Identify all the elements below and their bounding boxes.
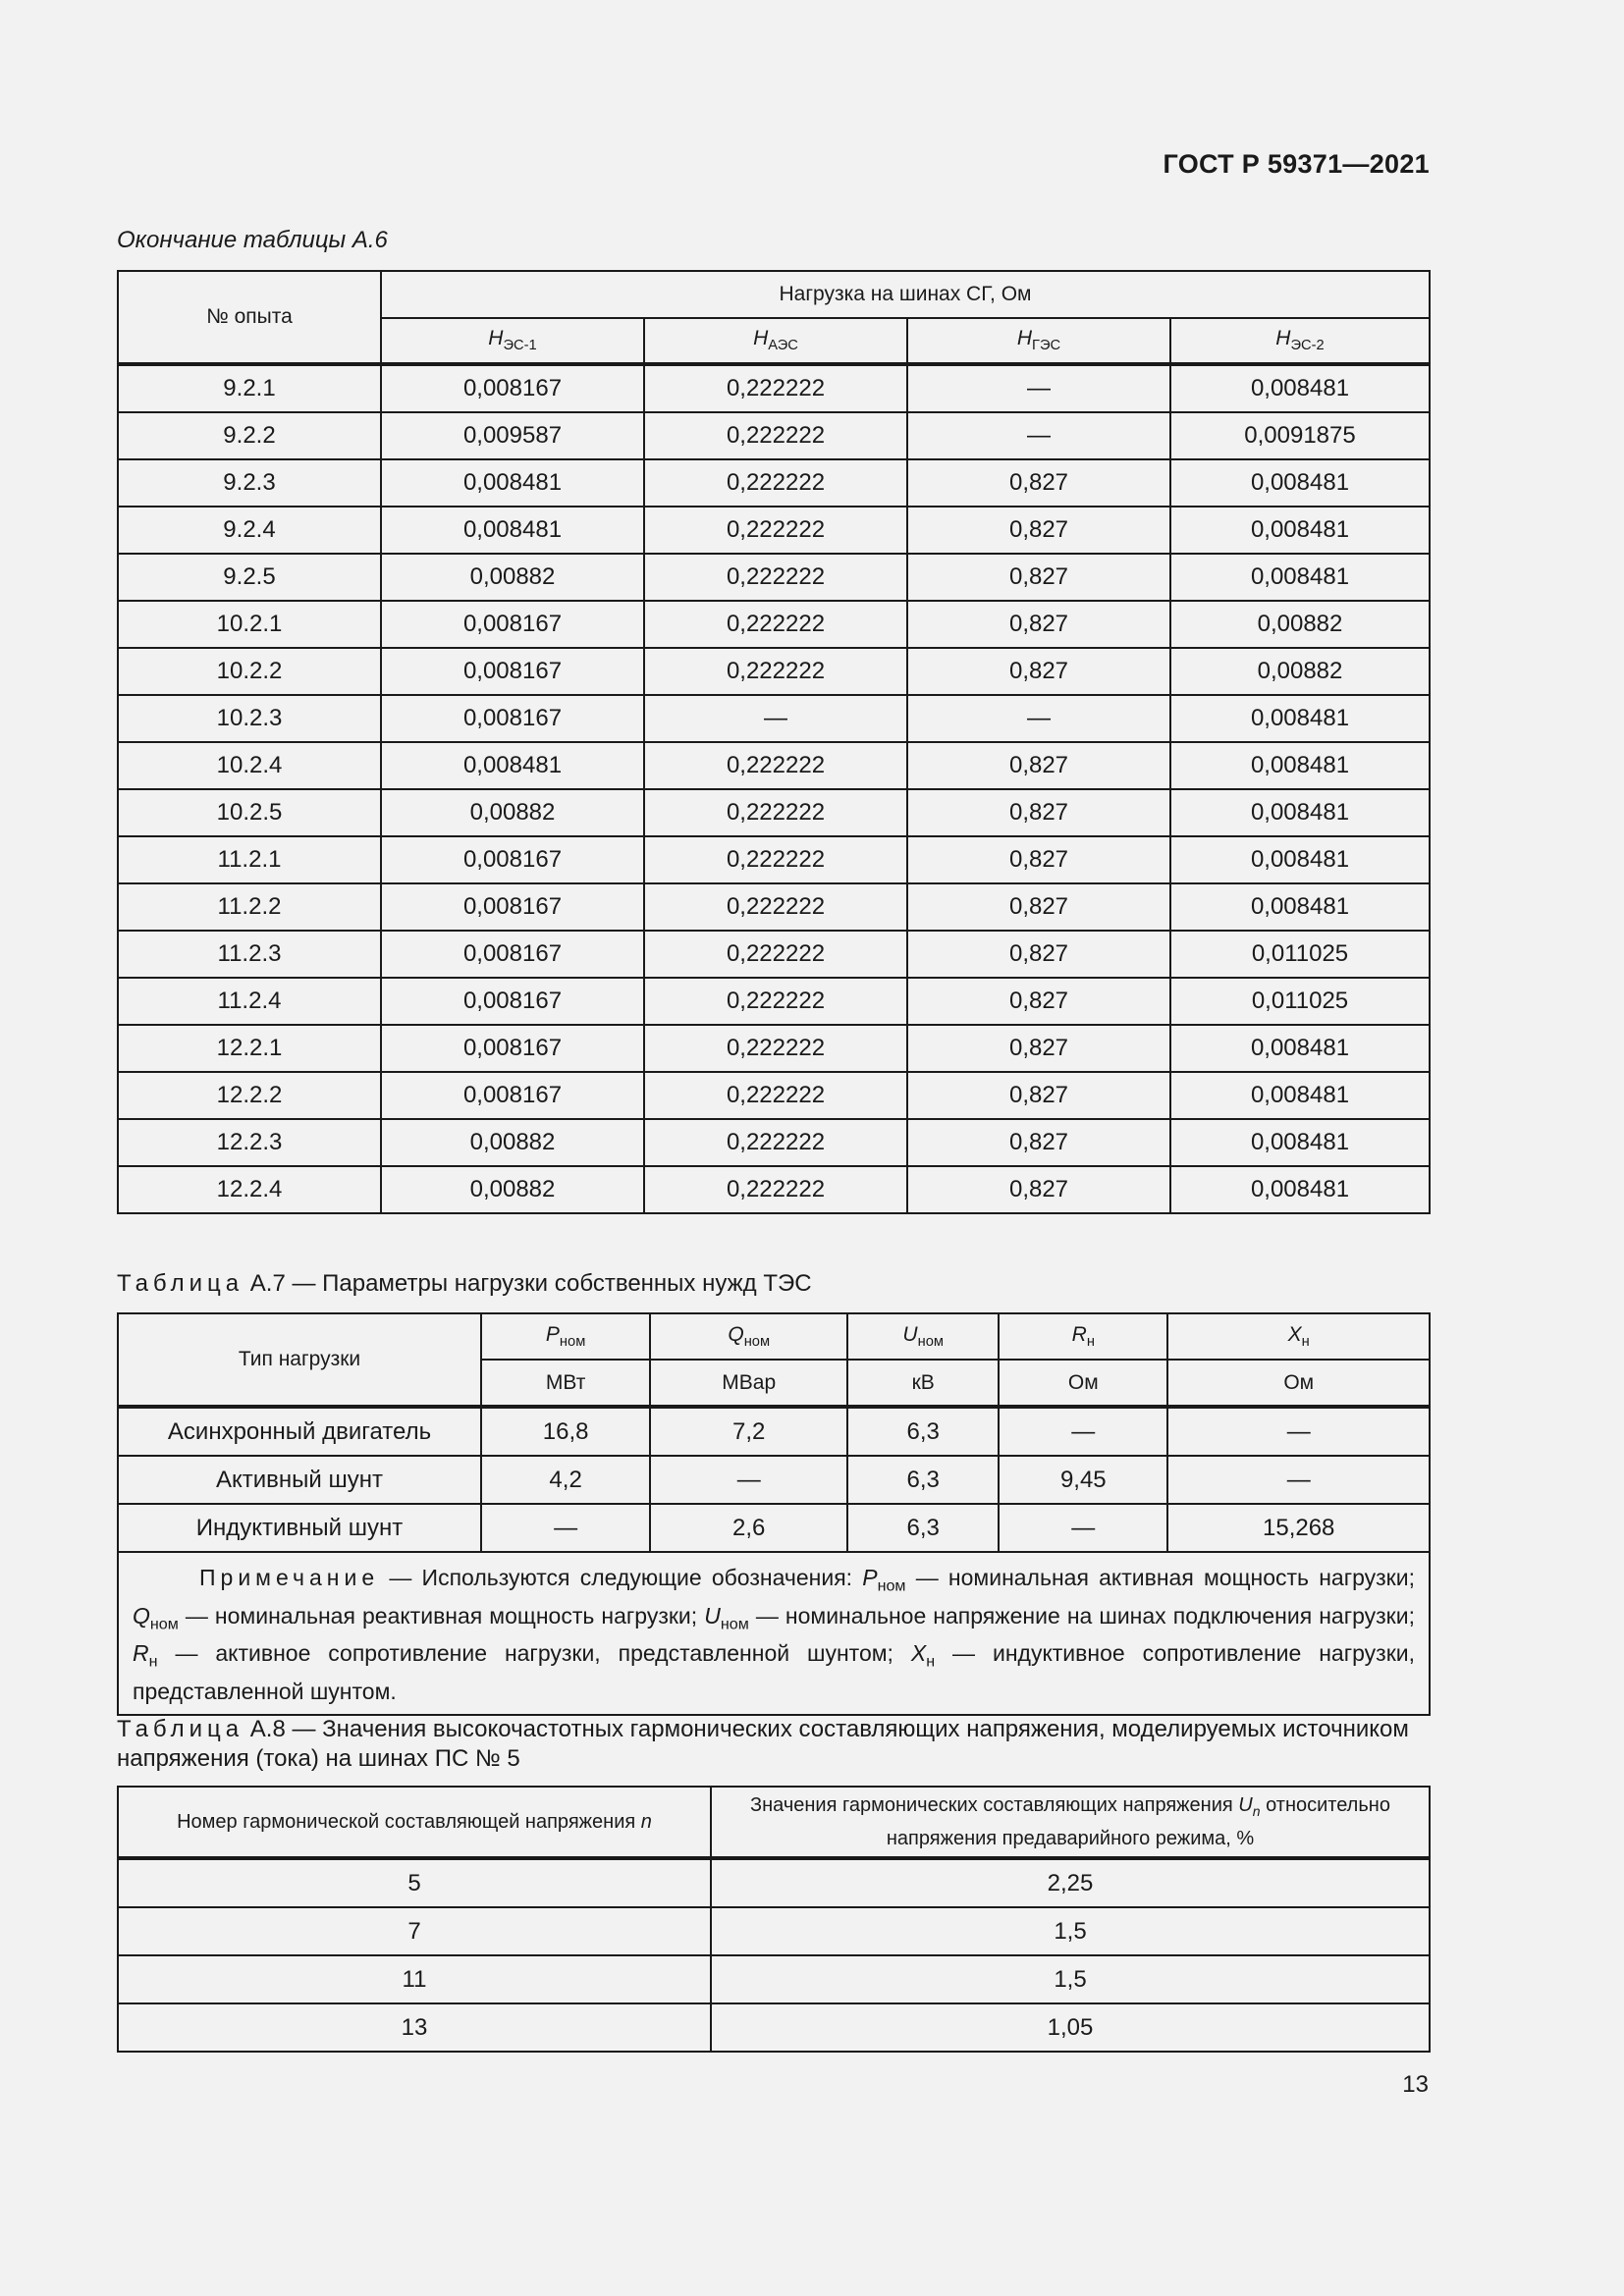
table-cell: 5	[118, 1858, 711, 1907]
table-cell: 0,827	[907, 601, 1170, 648]
table-cell: 11.2.2	[118, 883, 381, 931]
table-cell: 2,6	[650, 1504, 847, 1552]
table-cell: 9,45	[999, 1456, 1167, 1504]
table-cell: 0,008167	[381, 601, 644, 648]
table-cell: 0,008167	[381, 978, 644, 1025]
table-row	[118, 1456, 1430, 1504]
table-cell: 0,827	[907, 507, 1170, 554]
table-cell: —	[999, 1504, 1167, 1552]
table-cell: 0,008481	[1170, 1072, 1430, 1119]
table-cell: 0,827	[907, 554, 1170, 601]
table-cell: 0,008167	[381, 1025, 644, 1072]
table-a6-caption: Окончание таблицы А.6	[117, 227, 388, 253]
table-cell: —	[1167, 1407, 1430, 1456]
table-cell: 0,222222	[644, 601, 907, 648]
table-row	[118, 1072, 1430, 1119]
table-cell: 0,008481	[1170, 1025, 1430, 1072]
table-cell: 0,008481	[381, 507, 644, 554]
header-harmonic-number: Номер гармонической составляющей напряжения n	[118, 1787, 711, 1858]
table-cell: 0,008167	[381, 695, 644, 742]
table-a7-note: Примечание — Используются следующие обозначения: $P_{ном}$ — номинальная активная мощность нагрузки; $Q_{ном}$ — номинальная реактивная мощность нагрузки; $U_{ном}$ — номинальное напряжение на шинах подключения нагрузки; $R_н$ — активное сопротивление нагрузки, представленной шунтом; $X_н$ — индуктивное сопротивление нагрузки, представленной шунтом.	[118, 1552, 1430, 1715]
table-cell: 1,5	[711, 1907, 1430, 1955]
table-cell: 0,222222	[644, 1025, 907, 1072]
table-cell: 6,3	[847, 1504, 999, 1552]
table-cell: 0,008167	[381, 364, 644, 412]
header-r-n: $R_н$	[999, 1313, 1167, 1360]
table-cell: 0,222222	[644, 507, 907, 554]
table-row	[118, 1025, 1430, 1072]
table-cell: 6,3	[847, 1407, 999, 1456]
table-cell: 0,008481	[1170, 1119, 1430, 1166]
table-row	[118, 2003, 1430, 2052]
table-cell: 0,008481	[1170, 507, 1430, 554]
table-cell: 4,2	[481, 1456, 650, 1504]
table-cell: 1,05	[711, 2003, 1430, 2052]
table-cell: 16,8	[481, 1407, 650, 1456]
table-cell: 0,008481	[1170, 459, 1430, 507]
table-cell: 9.2.3	[118, 459, 381, 507]
table-row	[118, 695, 1430, 742]
unit-q: МВар	[650, 1360, 847, 1407]
table-cell: 10.2.3	[118, 695, 381, 742]
header-h-ges: $H_{ГЭС}$	[907, 318, 1170, 364]
table-cell: 0,222222	[644, 412, 907, 459]
table-row	[118, 931, 1430, 978]
table-cell: 10.2.2	[118, 648, 381, 695]
table-cell: 7	[118, 1907, 711, 1955]
table-cell: 0,008481	[1170, 364, 1430, 412]
table-cell: —	[1167, 1456, 1430, 1504]
table-cell: 0,008481	[1170, 554, 1430, 601]
table-cell: 0,222222	[644, 931, 907, 978]
table-cell: 0,222222	[644, 836, 907, 883]
table-row	[118, 412, 1430, 459]
table-cell: 0,827	[907, 1072, 1170, 1119]
table-row	[118, 507, 1430, 554]
table-row	[118, 364, 1430, 412]
header-q-nom: $Q_{ном}$	[650, 1313, 847, 1360]
table-a8-body	[118, 1858, 1430, 2052]
unit-u: кВ	[847, 1360, 999, 1407]
table-row	[118, 1504, 1430, 1552]
table-cell: 0,222222	[644, 1166, 907, 1213]
table-cell: 0,00882	[1170, 601, 1430, 648]
table-cell: 0,222222	[644, 364, 907, 412]
table-row	[118, 459, 1430, 507]
table-cell: 11	[118, 1955, 711, 2003]
table-cell: 0,008167	[381, 648, 644, 695]
table-cell: Асинхронный двигатель	[118, 1407, 481, 1456]
table-a8	[117, 1786, 1431, 2053]
table-cell: 0,008481	[1170, 836, 1430, 883]
table-cell: 13	[118, 2003, 711, 2052]
table-cell: 9.2.1	[118, 364, 381, 412]
table-cell: 0,222222	[644, 789, 907, 836]
table-cell: 7,2	[650, 1407, 847, 1456]
table-cell: 0,222222	[644, 742, 907, 789]
table-a7	[117, 1312, 1431, 1716]
table-cell: 11.2.3	[118, 931, 381, 978]
table-row	[118, 1955, 1430, 2003]
table-cell: 1,5	[711, 1955, 1430, 2003]
table-cell: 12.2.2	[118, 1072, 381, 1119]
table-a6	[117, 270, 1431, 1214]
table-cell: 0,222222	[644, 1072, 907, 1119]
table-cell: 0,827	[907, 978, 1170, 1025]
table-cell: 0,008167	[381, 883, 644, 931]
table-cell: —	[907, 695, 1170, 742]
table-cell: 0,222222	[644, 554, 907, 601]
header-h-aes: $H_{АЭС}$	[644, 318, 907, 364]
table-cell: 0,827	[907, 1119, 1170, 1166]
table-cell: 0,827	[907, 742, 1170, 789]
header-p-nom: $P_{ном}$	[481, 1313, 650, 1360]
unit-p: МВт	[481, 1360, 650, 1407]
document-designation: ГОСТ Р 59371—2021	[1163, 149, 1430, 179]
table-cell: 10.2.1	[118, 601, 381, 648]
table-row	[118, 836, 1430, 883]
table-cell: 10.2.5	[118, 789, 381, 836]
table-row	[118, 883, 1430, 931]
table-cell: 0,827	[907, 931, 1170, 978]
table-cell: 0,00882	[381, 789, 644, 836]
table-a7-title: Таблица А.7 — Параметры нагрузки собственных нужд ТЭС	[117, 1270, 812, 1297]
table-row	[118, 648, 1430, 695]
table-cell: Индуктивный шунт	[118, 1504, 481, 1552]
table-cell: 0,827	[907, 648, 1170, 695]
table-a8-title: Таблица А.8 — Значения высокочастотных гармонических составляющих напряжения, моделируемых источником напряжения (тока) на шинах ПС № 5	[117, 1716, 1409, 1772]
table-cell: —	[999, 1407, 1167, 1456]
table-cell: 6,3	[847, 1456, 999, 1504]
table-cell: 9.2.5	[118, 554, 381, 601]
table-cell: 12.2.3	[118, 1119, 381, 1166]
table-cell: 0,008167	[381, 836, 644, 883]
table-row	[118, 789, 1430, 836]
table-cell: 0,00882	[381, 1166, 644, 1213]
header-h-es1: $H_{ЭС-1}$	[381, 318, 644, 364]
table-cell: 0,00882	[381, 554, 644, 601]
table-cell: 0,827	[907, 836, 1170, 883]
table-cell: 0,827	[907, 459, 1170, 507]
table-cell: 10.2.4	[118, 742, 381, 789]
table-cell: 0,222222	[644, 1119, 907, 1166]
table-row	[118, 978, 1430, 1025]
table-cell: 0,00882	[381, 1119, 644, 1166]
header-load-type: Тип нагрузки	[118, 1313, 481, 1407]
table-cell: 0,222222	[644, 459, 907, 507]
header-x-n: $X_н$	[1167, 1313, 1430, 1360]
table-row	[118, 1907, 1430, 1955]
table-cell: 0,827	[907, 1166, 1170, 1213]
table-cell: 0,008167	[381, 931, 644, 978]
unit-r: Ом	[999, 1360, 1167, 1407]
table-cell: 15,268	[1167, 1504, 1430, 1552]
table-cell: 0,008481	[381, 459, 644, 507]
table-row	[118, 601, 1430, 648]
table-cell: 12.2.1	[118, 1025, 381, 1072]
header-u-nom: $U_{ном}$	[847, 1313, 999, 1360]
table-cell: 0,011025	[1170, 978, 1430, 1025]
table-cell: 0,008481	[381, 742, 644, 789]
table-cell: 9.2.2	[118, 412, 381, 459]
table-cell: 0,827	[907, 1025, 1170, 1072]
table-cell: 0,008167	[381, 1072, 644, 1119]
header-h-es2: $H_{ЭС-2}$	[1170, 318, 1430, 364]
table-cell: 0,008481	[1170, 883, 1430, 931]
table-cell: 11.2.4	[118, 978, 381, 1025]
header-load-on-buses: Нагрузка на шинах СГ, Ом	[381, 271, 1430, 318]
table-cell: 0,827	[907, 883, 1170, 931]
table-cell: 9.2.4	[118, 507, 381, 554]
page-number: 13	[1402, 2071, 1429, 2098]
table-cell: 0,008481	[1170, 1166, 1430, 1213]
table-cell: —	[481, 1504, 650, 1552]
table-cell: 11.2.1	[118, 836, 381, 883]
table-cell: 0,008481	[1170, 695, 1430, 742]
table-row	[118, 1407, 1430, 1456]
header-harmonic-values: Значения гармонических составляющих напряжения $U_n$ относительно напряжения предаварийного режима, %	[711, 1787, 1430, 1858]
unit-x: Ом	[1167, 1360, 1430, 1407]
table-cell: 0,827	[907, 789, 1170, 836]
table-cell: 0,222222	[644, 648, 907, 695]
table-cell: 0,00882	[1170, 648, 1430, 695]
table-cell: 0,011025	[1170, 931, 1430, 978]
table-cell: 0,222222	[644, 883, 907, 931]
table-cell: 0,009587	[381, 412, 644, 459]
table-cell: —	[644, 695, 907, 742]
table-cell: —	[650, 1456, 847, 1504]
table-a6-body	[118, 364, 1430, 1213]
table-cell: 0,008481	[1170, 742, 1430, 789]
table-cell: —	[907, 412, 1170, 459]
table-cell: 12.2.4	[118, 1166, 381, 1213]
table-cell: 0,008481	[1170, 789, 1430, 836]
table-row	[118, 1858, 1430, 1907]
table-cell: —	[907, 364, 1170, 412]
table-a7-body	[118, 1407, 1430, 1552]
table-row	[118, 742, 1430, 789]
table-row	[118, 1119, 1430, 1166]
table-cell: 2,25	[711, 1858, 1430, 1907]
header-experiment-number: № опыта	[118, 271, 381, 364]
table-cell: 0,222222	[644, 978, 907, 1025]
table-row	[118, 554, 1430, 601]
table-cell: Активный шунт	[118, 1456, 481, 1504]
table-cell: 0,0091875	[1170, 412, 1430, 459]
table-row	[118, 1166, 1430, 1213]
